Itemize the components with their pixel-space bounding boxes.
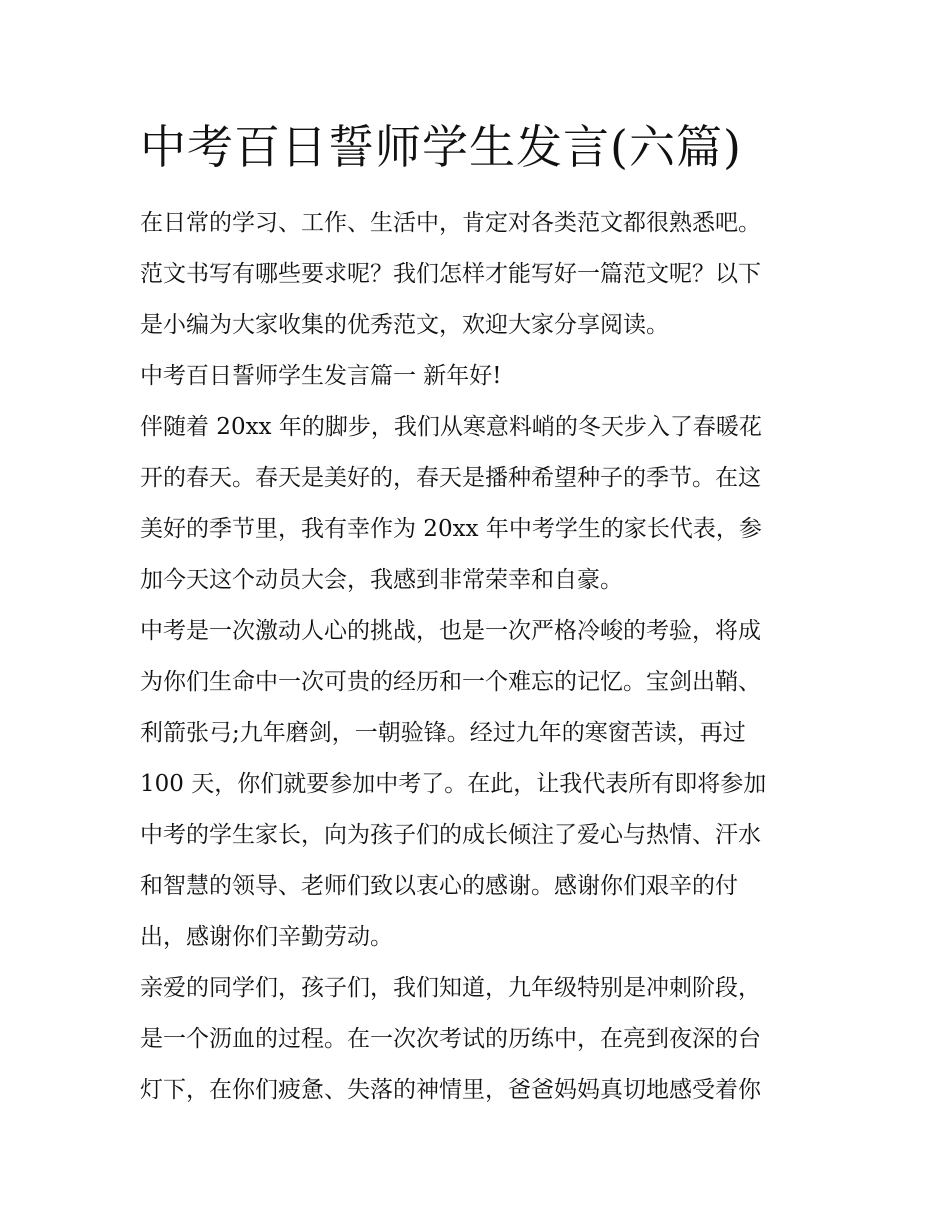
- section-heading: 中考百日誓师学生发言篇一 新年好!: [140, 363, 502, 389]
- document-title: 中考百日誓师学生发言(六篇): [140, 120, 742, 174]
- text-line: 美好的季节里，我有幸作为 20xx 年中考学生的家长代表，参: [140, 516, 762, 542]
- text-line: 加今天这个动员大会，我感到非常荣幸和自豪。: [140, 567, 623, 593]
- text-line: 和智慧的领导、老师们致以衷心的感谢。感谢你们艰辛的付: [140, 873, 738, 899]
- text-line: 利箭张弓;九年磨剑，一朝验锋。经过九年的寒窗苦读，再过: [140, 720, 746, 746]
- document-body: [140, 198, 820, 1116]
- text-line: 亲爱的同学们，孩子们，我们知道，九年级特别是冲刺阶段，: [140, 975, 761, 1001]
- text-line: 开的春天。春天是美好的，春天是播种希望种子的季节。在这: [140, 465, 761, 491]
- text-line: 灯下，在你们疲惫、失落的神情里，爸爸妈妈真切地感受着你: [140, 1077, 761, 1103]
- text-line: 100 天，你们就要参加中考了。在此，让我代表所有即将参加: [140, 771, 767, 797]
- text-line: 是一个沥血的过程。在一次次考试的历练中，在亮到夜深的台: [140, 1026, 761, 1052]
- text-line: 出，感谢你们辛勤劳动。: [140, 924, 393, 950]
- text-line: 中考是一次激动人心的挑战，也是一次严格冷峻的考验，将成: [140, 618, 761, 644]
- text-line: 伴随着 20xx 年的脚步，我们从寒意料峭的冬天步入了春暖花: [140, 414, 762, 440]
- text-line: 是小编为大家收集的优秀范文，欢迎大家分享阅读。: [140, 312, 669, 338]
- text-line: 中考的学生家长，向为孩子们的成长倾注了爱心与热情、汗水: [140, 822, 761, 848]
- text-line: 在日常的学习、工作、生活中，肯定对各类范文都很熟悉吧。: [140, 210, 761, 236]
- text-line: 范文书写有哪些要求呢？我们怎样才能写好一篇范文呢？以下: [140, 261, 761, 287]
- text-line: 为你们生命中一次可贵的经历和一个难忘的记忆。宝剑出鞘、: [140, 669, 761, 695]
